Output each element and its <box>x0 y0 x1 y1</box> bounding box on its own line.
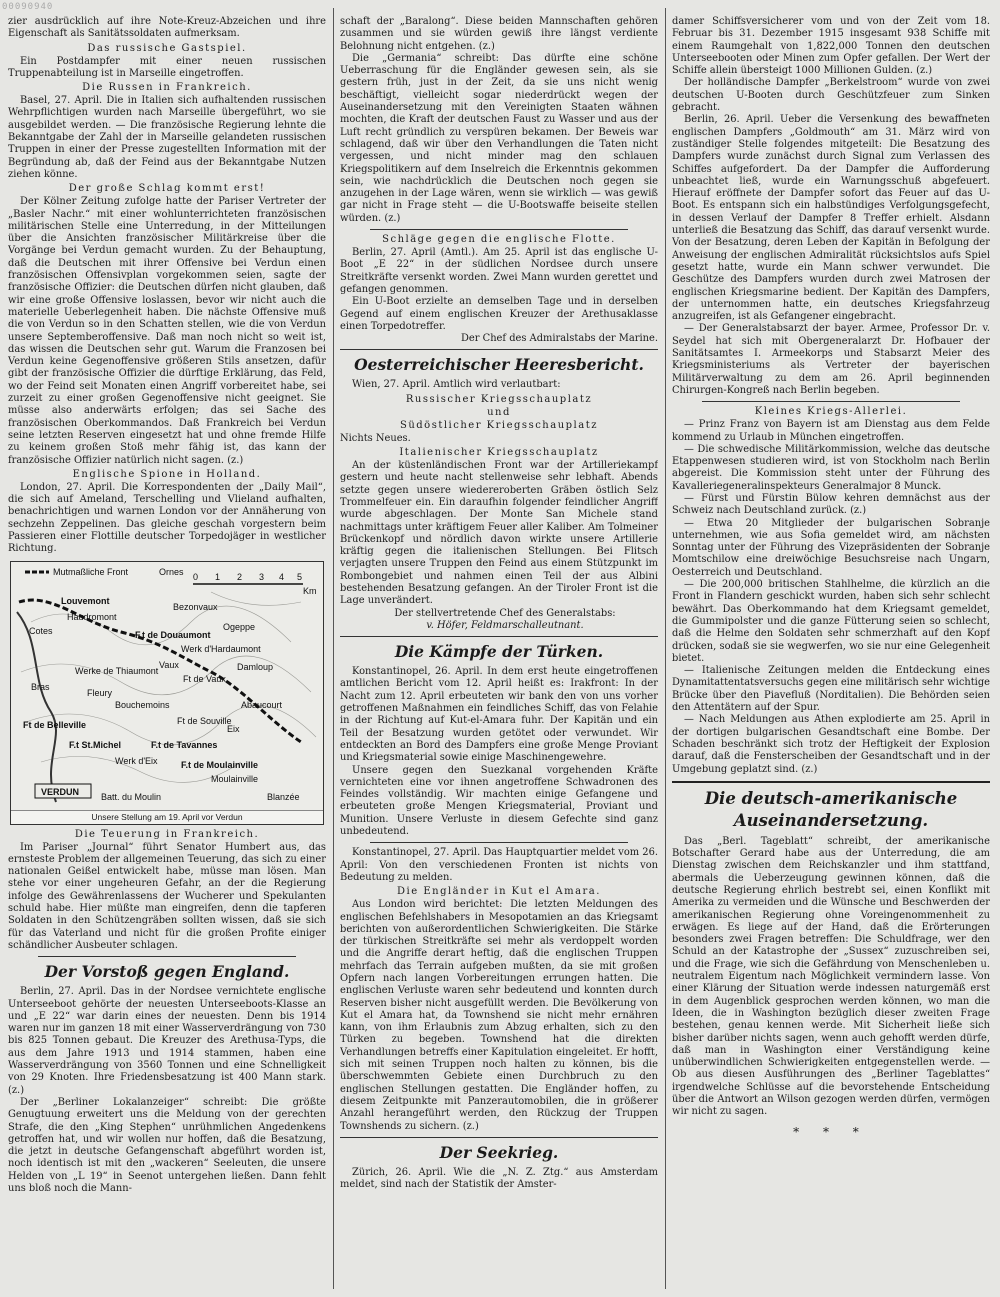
subheading: Das russische Gastspiel. <box>87 42 247 54</box>
paragraph: — Etwa 20 Mitglieder der bulgarischen Sobranje unternehmen, wie aus Sofia gemeldet wird, am nächsten Sonntag unter der Führung des Vizepräsidenten der Sobranje Momtschilow eine dreiwöchige Besuchsreise nach Ungarn, Oesterreich und Deutschland. <box>672 517 990 578</box>
paragraph: Konstantinopel, 26. April. In dem erst heute eingetroffenen amtlichen Bericht vom 12. April heißt es: Irakfront: In der Nacht zum 12. April erbeuteten wir bank den von uns vorher getroffenen Maßnahmen ein feindliches Schiff, das von Felahie in der Richtung auf Kut-el-Amara fuhr. Der Kapitän und ein Teil der Besatzung wurden getötet oder verwundet. Wir entdeckten an Bord des Dampfers eine große Menge Proviant und Kriegsmaterial sowie einige Maschinengewehre. <box>340 666 658 764</box>
paragraph: — Prinz Franz von Bayern ist am Dienstag aus dem Felde kommend zu Urlaub in München eingetroffen. <box>672 419 990 443</box>
subheading: Der große Schlag kommt erst! <box>68 183 266 195</box>
map-background <box>11 562 323 810</box>
paragraph: Unsere gegen den Suezkanal vorgehenden Kräfte vernichteten eine vor ihnen angetroffene Schwadronen des Feindes vollständig. Wir machten einige Gefangene und erbeuteten große Mengen Kriegsmaterial, Proviant und Munition. Unsere Verluste in diesem Gefechte sind ganz unbedeutend. <box>340 764 658 838</box>
paragraph: — Nach Meldungen aus Athen explodierte am 25. April in der dortigen bulgarischen Gesandtschaft eine Bombe. Der Schaden beschränkt sich trotz der Heftigkeit der Explosion darauf, daß die Fensterscheiben der Gesandtschaft und in der Umgebung geplatzt sind. (z.) <box>672 714 990 775</box>
place-blanzee: Blanzée <box>267 791 300 802</box>
divider <box>38 956 296 957</box>
headline: Der Vorstoß gegen England. <box>44 962 290 982</box>
divider <box>340 1137 658 1138</box>
place-moulainville: Moulainville <box>211 773 259 784</box>
paragraph: Im Pariser „Journal“ führt Senator Humbert aus, das ernsteste Problem der allgemeinen Teuerung, das sich zu einer nationalen Geißel entwickelt habe, müsse man lösen. Man stehe vor einer ungeheuren Gefahr, an der die Regierung infolge des Gewährenlassens der Wucherer und Spekulanten schuld habe. Hier müßte man eingreifen, denn die tapferen Soldaten in den Schützengräben sollten wissen, daß sie sich für das Vaterland und nicht für die großen Profite einiger schändlicher Ausbeuter schlagen. <box>8 841 326 951</box>
place-fort-belleville: Ft de Belleville <box>23 719 87 730</box>
ornament: * * * <box>793 1124 869 1139</box>
paragraph: Konstantinopel, 27. April. Das Hauptquartier meldet vom 26. April: Von den verschiedenen Fronten ist nichts von Bedeutung zu melden. <box>340 847 658 883</box>
subheading: Südöstlicher Kriegsschauplatz <box>399 419 598 431</box>
headline: Die Kämpfe der Türken. <box>394 642 604 662</box>
place-werk-hardaumont: Werk d'Hardaumont <box>181 643 261 654</box>
paragraph: Der holländische Dampfer „Berkelstroom“ wurde von zwei deutschen U-Booten durch Geschützfeuer zum Sinken gebracht. <box>672 77 990 114</box>
subheading: Die Engländer in Kut el Amara. <box>397 886 601 898</box>
verdun-map <box>10 561 324 825</box>
paragraph: Wien, 27. April. Amtlich wird verlautbart: <box>352 379 561 391</box>
paragraph: Ein Postdampfer mit einer neuen russischen Truppenabteilung ist in Marseille eingetroffen. <box>8 55 326 79</box>
paragraph: Basel, 27. April. Die in Italien sich aufhaltenden russischen Wehrpflichtigen wurden nach Marseille übergeführt, wo sie ausgebildet werden. — Die französische Regierung lehnte die Bekanntgabe der Zahl der in Marseille gelandeten russischen Truppen in einer der Presse zugestellten Information mit der Begründung ab, daß der Feind aus der Bekanntgabe Nutzen ziehen könne. <box>8 95 326 180</box>
place-batt-moulin: Batt. du Moulin <box>101 791 162 802</box>
place-bouchemoins: Bouchemoins <box>115 699 170 710</box>
place-fort-tavannes: F.t de Tavannes <box>151 739 218 750</box>
paragraph: An der küstenländischen Front war der Artilleriekampf gestern und heute nacht stellenweise sehr lebhaft. Abends setzte gegen unsere wiedereroberten Gräben östlich Selz Trommelfeuer ein. Ein daraufhin folgender feindlicher Angriff wurde abgeschlagen. Der Monte San Michele stand nachmittags unter kräftigem Feuer aller Kaliber. Am Tolmeiner Brückenkopf und nördlich davon wirkte unsere Artillerie kräftig gegen die italienischen Stellungen. Bei Flitsch verjagten unsere Truppen den Feind aus einem Stützpunkt im Rombongebiet und nahmen einen Teil der aus Albini bestehenden Besatzung gefangen. An der Tiroler Front ist die Lage unverändert. <box>340 460 658 607</box>
headline: Oesterreichischer Heeresbericht. <box>354 355 644 375</box>
paragraph: schaft der „Baralong“. Diese beiden Mannschaften gehören zusammen und sie würden gewiß ihre längst verdiente Belohnung nicht entgehen. (z.) <box>340 16 658 52</box>
place-ornes: Ornes <box>159 566 184 577</box>
divider <box>702 401 960 402</box>
place-ogeppe: Ogeppe <box>223 621 256 632</box>
scale-tick: 3 <box>259 571 265 582</box>
paragraph: Der „Berliner Lokalanzeiger“ schreibt: Die größte Genugtuung erweitert uns die Meldung von der gerechten Strafe, die den „King Stephen“ unrühmlichen Angedenkens getroffen hat, und wir wollen nur hoffen, daß die Besatzung, die jetzt in deutsche Gefangenschaft abgeführt worden ist, noch identisch ist mit den „wackeren“ Seeleuten, die unsere Helden von „L 19“ in Seenot untergehen ließen. Dann fehlt uns bloß noch die Mann- <box>8 1096 326 1194</box>
place-eix: Eix <box>227 723 240 734</box>
divider <box>672 781 990 783</box>
subheading: Russischer Kriegsschauplatz <box>405 393 593 405</box>
signature: Der stellvertretende Chef des Generalstabs: <box>394 607 616 619</box>
place-fort-souville: Ft de Souville <box>177 715 232 726</box>
subheading: Italienischer Kriegsschauplatz <box>399 447 599 459</box>
scale-tick: 2 <box>237 571 243 582</box>
column-2 <box>340 16 658 1291</box>
column-rule-1 <box>333 8 334 1289</box>
place-fort-douaumont: F.t de Douaumont <box>135 629 211 640</box>
scale-tick: 0 <box>193 571 199 582</box>
place-fort-moulainville: F.t de Moulainville <box>181 759 259 770</box>
subheading: Kleines Kriegs-Allerlei. <box>754 406 908 418</box>
divider <box>370 842 628 843</box>
paragraph: — Italienische Zeitungen melden die Entdeckung eines Dynamitattentatsversuchs gegen eine militärisch sehr wichtige Brücke über den Piavefluß (Norditalien). Die Behörden seien den Attentätern auf der Spur. <box>672 665 990 714</box>
paragraph: — Der Generalstabsarzt der bayer. Armee, Professor Dr. v. Seydel hat sich mit Obergeneralarzt Dr. Hofbauer der Sanitätsamtes I. Armeekorps und Stabsarzt Meier des Kriegsministeriums als Vertreter der bayerischen Militärverwaltung zu dem am 26. April beginnenden Chirurgen-Kongreß nach Berlin begeben. <box>672 323 990 396</box>
signature: v. Höfer, Feldmarschalleutnant. <box>426 619 584 631</box>
paragraph: Aus London wird berichtet: Die letzten Meldungen des englischen Befehlshabers in Mesopotamien an das Kriegsamt berichten von außerordentlichen Schwierigkeiten. Die Stärke der türkischen Streitkräfte sei mehr als verdoppelt worden und die Angriffe derart heftig, daß die englischen Truppen mehrfach das Terrain aufgeben mußten, da sie mit großen Opfern nach langen Vorbereitungen errungen hatten. Die englischen Verluste waren sehr bedeutend und konnten durch Reserven bisher nicht ausgefüllt werden. Die Bevölkerung von Kut el Amara hat, da Townshend sie nicht mehr ernähren kann, von ihm Erlaubnis zum Abzug erhalten, sich zu den Türken zu begeben. Townshend hat die direkten Verhandlungen betreffs einer Kapitulation eingeleitet. Er hofft, sich mit seinen Truppen noch halten zu können, bis die überschwemmten Gebiete einen Durchbruch zu den englischen Stellungen gestatten. Die Engländer hoffen, zu diesem Zeitpunkte mit Panzerautomobilen, die in größerer Anzahl herangeführt werden, den Rückzug der Truppen Townshends zu sichern. (z.) <box>340 899 658 1132</box>
paragraph: damer Schiffsversicherer vom und von der Zeit vom 18. Februar bis 31. Dezember 1915 insgesamt 938 Schiffe mit einem Raumgehalt von 1,822,000 Tonnen den deutschen Unterseebooten oder Minen zum Opfer gefallen. Der Wert der Schiffe allein übersteigt 1000 Millionen Gulden. (z.) <box>672 16 990 77</box>
divider <box>340 636 658 637</box>
map-caption: Unsere Stellung am 19. April vor Verdun <box>11 810 323 824</box>
place-abaucourt: Abaucourt <box>241 699 283 710</box>
signature: Der Chef des Admiralstabs der Marine. <box>461 333 658 345</box>
place-werke-thiaumont: Werke de Thiaumont <box>75 665 159 676</box>
divider <box>370 229 628 230</box>
paragraph: Nichts Neues. <box>340 432 411 444</box>
paragraph: zier ausdrücklich auf ihre Note-Kreuz-Abzeichen und ihre Eigenschaft als Sanitätssoldaten aufmerksam. <box>8 16 326 40</box>
place-haudromont: Haudromont <box>67 611 117 622</box>
scale-tick: 5 <box>297 571 303 582</box>
headline: Der Seekrieg. <box>439 1142 559 1162</box>
scale-tick: 1 <box>215 571 221 582</box>
place-werk-eix: Werk d'Eix <box>115 755 158 766</box>
paragraph: Berlin, 27. April (Amtl.). Am 25. April ist das englische U-Boot „E 22“ in der südlichen Nordsee durch unsere Streitkräfte versenkt worden. Zwei Mann wurden gerettet und gefangen genommen. <box>340 247 658 295</box>
paragraph: — Fürst und Fürstin Bülow kehren demnächst aus der Schweiz nach Deutschland zurück. (z.) <box>672 492 990 517</box>
place-fort-stmichel: F.t St.Michel <box>69 739 122 750</box>
paragraph: Der Kölner Zeitung zufolge hatte der Pariser Vertreter der „Basler Nachr.“ mit einer wohlunterrichteten französischen militärischen Stelle eine Unterredung, in der Mitteilungen über die Ansichten französischer Militärkreise über die Vorgänge bei Verdun gemacht wurden. Zu der Behauptung, daß die Deutschen mit ihrer Offensive bei Verdun einen französischen Offensivplan vorgekommen seien, sagte der französische Offizier: die Deutschen dürfen nicht glauben, daß wir eine große Offensive loslassen, bevor wir nicht auch die materielle Ueberlegenheit haben. Die nächste Offensive muß die von Verdun so in den Schatten stellen, wie die von Verdun unsere Septemberoffensive. Daß man noch nicht so weit ist, das wissen die Deutschen sehr gut. Warum die Franzosen bei Verdun keine Gegenoffensive größeren Stils ansetzen, dafür gibt der französische Offizier die dürftige Erklärung, das Feld, wo der Feind seit Monaten einen Angriff vorbereitet habe, sei zurzeit zu einer großen Gegenoffensive nicht geeignet. Sie müsse also anderwärts erfolgen; das sei Sache des französischen Oberkommandos. Daß Frankreich bei Verdun seine letzten Reserven eingesetzt hat und ohne fremde Hilfe zu keinem großen Stoß mehr fähig ist, das kann der französische Offizier natürlich nicht sagen. (z.) <box>8 196 326 466</box>
paragraph: Zürich, 26. April. Wie die „N. Z. Ztg.“ aus Amsterdam meldet, sind nach der Statistik der Amster- <box>340 1166 658 1191</box>
place-vaux: Vaux <box>159 659 179 670</box>
subheading: Schläge gegen die englische Flotte. <box>382 234 616 246</box>
paragraph: Das „Berl. Tageblatt“ schreibt, der amerikanische Botschafter Gerard habe aus der Unterredung, die am Dienstag zwischen dem Reichskanzler und ihm stattfand, abermals die Ueberzeugung gewinnen können, daß die deutsche Regierung ehrlich bestrebt sei, einen Konflikt mit Amerika zu vermeiden und die Wünsche und Beschwerden der amerikanischen Regierung ohne Voreingenommenheit zu erwägen. Es liege auf der Hand, daß die Erörterungen besonders zwei Fragen betreffen: Die Schuldfrage, wer den Schuld an der Katastrophe der „Sussex“ zuzuschreiben sei, und die Frage, wie sich die Gefährdung von Menschenleben u. neutralem Eigentum nach Möglichkeit vermindern lasse. Von einer Klärung der Situation werde indessen naturgemäß erst in dem Augenblick gesprochen werden können, wo man die Ideen, die in Washington bezüglich dieser zweiten Frage bestehen, genau kennen werde. Mit Sicherheit ließe sich bisher darüber nichts sagen, wenn auch gehofft werden dürfe, daß man in Washington einer Verständigung keine unüberwindlichen Schwierigkeiten entgegenstellen werde. — Ob aus diesen Ausführungen des „Berliner Tageblattes“ irgendwelche Schlüsse auf die bevorstehende Entscheidung über die Antwort an Wilson gezogen werden dürfen, vermögen wir nicht zu sagen. <box>672 835 990 1118</box>
paragraph: Berlin, 26. April. Ueber die Versenkung des bewaffneten englischen Dampfers „Goldmouth“ am 31. März wird von zuständiger Stelle folgendes mitgeteilt: Die Besatzung des Dampfers wurde zunächst durch Signal zum Verlassen des Schiffes aufgefordert. Da der Dampfer die Aufforderung unbeachtet ließ, wurde ein Warnungsschuß abgefeuert. Hierauf eröffnete der Dampfer sofort das Feuer auf das U-Boot. Es entspann sich ein halbstündiges Verfolgungsgefecht, in dessen Verlauf der Dampfer 8 Treffer erhielt. Alsdann unterließ die Besatzung das Schiff, das darauf versenkt wurde. Von der Besatzung, deren Leben der Kapitän in Befolgung der Anweisung der englischen Admiralität rücksichtslos aufs Spiel gesetzt hatte, wurde ein Mann schwer verwundet. Die Geschütze des Dampfers wurden durch zwei Matrosen der englischen Kriegsmarine bedient. Der Kapitän des Dampfers, der unternommen hatte, ein deutsches Kriegsfahrzeug anzugreifen, ist als Gefangener eingebracht. <box>672 114 990 323</box>
map-drawing <box>11 562 323 810</box>
paragraph: Die „Germania“ schreibt: Das dürfte eine schöne Ueberraschung für die Engländer gewesen sein, als sie gestern früh, just in der Zeit, da sie uns nicht wenig beschäftigt, vielleicht sogar niederdrückt wegen der Auseinandersetzung mit den Vereinigten Staaten wähnen mochten, die Kraft der deutschen Faust zu Wasser und aus der Luft recht gründlich zu verspüren bekamen. Der Beweis war schlagend, daß wir über den Verhandlungen die Taten nicht vergessen, und nicht minder mag den schlauen Kriegspolitikern auf dem Inselreich die Erkenntnis gekommen sein, wie nachdrücklich die Deutschen noch gegen sie anzugehen in der Lage wären, wenn sie wirklich — was gewiß gar nicht in Frage steht — die U-Bootswaffe beiseite stellen würden. (z.) <box>340 52 658 224</box>
scale-unit: Km <box>303 585 317 596</box>
place-verdun: VERDUN <box>41 786 80 797</box>
page-id: 00090940 <box>2 2 54 12</box>
subheading: Englische Spione in Holland. <box>72 468 262 480</box>
column-1 <box>8 16 326 1291</box>
place-fort-vaux: Ft de Vaux <box>183 673 226 684</box>
paragraph: London, 27. April. Die Korrespondenten der „Daily Mail“, die sich auf Ameland, Terschelling und Vlieland aufhalten, benachrichtigen und warnen London vor der Annäherung von sechzehn Zeppelinen. Das gleiche geschah vorgestern beim Passieren einer Flottille deutscher Torpedojäger in westlicher Richtung. <box>8 481 326 555</box>
subheading: und <box>487 406 511 418</box>
column-rule-2 <box>665 8 666 1289</box>
divider <box>340 349 658 350</box>
place-damloup: Damloup <box>237 661 274 672</box>
paragraph: Berlin, 27. April. Das in der Nordsee vernichtete englische Unterseeboot gehörte der neuesten Unterseeboots-Klasse an und „E 22“ war darin eines der neuesten. Denn bis 1914 waren nur im ganzen 18 mit einer Wasserverdrängung von 730 bis 825 Tonnen gebaut. Die Kreuzer des Arethusa-Typs, die aus dem Jahre 1913 und 1914 stammen, haben eine Wasserverdrängung von 3560 Tonnen und eine Schnelligkeit von 29 Knoten. Ihre Friedensbesatzung ist 400 Mann stark. (z.) <box>8 986 326 1096</box>
place-louvemont: Louvemont <box>61 595 110 606</box>
place-bezonvaux: Bezonvaux <box>173 601 218 612</box>
place-cotes: Cotes <box>29 625 53 636</box>
subheading: Die Russen in Frankreich. <box>82 82 252 94</box>
place-bras: Bras <box>31 681 50 692</box>
headline: Die deutsch-amerikanische Auseinandersetzung. <box>704 788 958 830</box>
paragraph: Ein U-Boot erzielte an demselben Tage und in derselben Gegend auf einem englischen Kreuzer der Arethusaklasse einen Torpedotreffer. <box>340 296 658 332</box>
place-fleury: Fleury <box>87 687 113 698</box>
scale-tick: 4 <box>279 571 285 582</box>
paragraph: — Die 200,000 britischen Stahlhelme, die kürzlich an die Front in Flandern geschickt wurden, haben sich sehr schlecht bewährt. Das Oberkommando hat dem Kriegsamt gemeldet, die Gummipolster und die ganze Fütterung seien so schlecht, daß die Helme den Soldaten sehr schmerzhaft auf den Kopf drücken, sodaß sie sie wegwerfen, wo sie nur eine Gelegenheit bietet. <box>672 579 990 664</box>
column-3 <box>672 16 990 1291</box>
subheading: Die Teuerung in Frankreich. <box>74 828 260 840</box>
legend-front-label: Mutmaßliche Front <box>53 566 129 577</box>
paragraph: — Die schwedische Militärkommission, welche das deutsche Etappenwesen studieren wird, ist von Stockholm nach Berlin abgereist. Die Kommission steht unter der Führung des Kavalleriegeneralinspekteurs Generalmajor 8 Munck. <box>672 443 990 492</box>
